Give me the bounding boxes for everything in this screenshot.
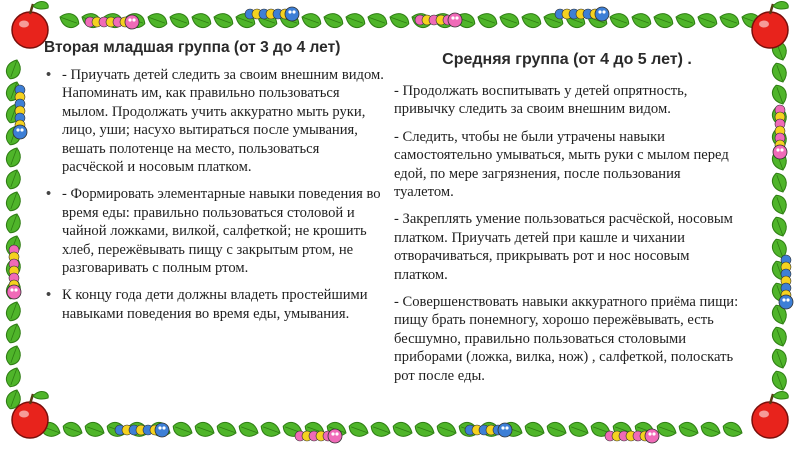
leaf-icon [567, 420, 590, 440]
leaf-icon [652, 11, 675, 31]
leaf-icon [58, 11, 81, 31]
leaf-icon [391, 420, 414, 440]
leaf-icon [83, 420, 106, 440]
leaf-icon [770, 171, 790, 194]
right-heading: Средняя группа (от 4 до 5 лет) . [442, 51, 692, 68]
right-list-item: - Совершенствовать навыки аккуратного приёма пищи: пищу брать понемногу, хорошо пережёвывать, есть бесшумно, правильно пользоваться столовыми приборами (ложка, вилка, нож) , салфеткой, полоскать рот после еды. [394, 294, 739, 384]
leaf-icon [61, 420, 84, 440]
leaf-icon [718, 11, 741, 31]
caterpillar-icon [605, 429, 659, 443]
left-list-item: • - Формировать элементарные навыки поведения во время еды: правильно пользоваться столовой и чайной ложками, вилкой, салфеткой; не крошить хлеб, пережёвывать пищу с закрытым ртом, не разговаривать с полным ртом. [44, 185, 384, 277]
leaf-icon [520, 11, 543, 31]
left-list-item: • - Приучать детей следить за своим внешним видом. Напоминать им, как правильно пользоваться мылом. Продолжать учить аккуратно мыть руки, лицо, уши; насухо вытираться после умывания, вешать полотенце на место, пользоваться расчёской и носовым платком. [44, 66, 384, 176]
leaf-icon [770, 325, 790, 348]
leaf-icon [171, 420, 194, 440]
leaf-icon [347, 420, 370, 440]
leaf-icon [630, 11, 653, 31]
leaf-icon [677, 420, 700, 440]
right-list-item: - Следить, чтобы не были утрачены навыки самостоятельно умываться, мыть руки с мылом перед едой, по мере загрязнения, после пользования туалетом. [394, 128, 729, 201]
leaf-icon [770, 83, 790, 106]
apple-icon [752, 2, 788, 48]
left-heading: Вторая младшая группа (от 3 до 4 лет) [44, 39, 341, 56]
leaf-icon [476, 11, 499, 31]
right-list [392, 82, 742, 385]
leaf-icon [523, 420, 546, 440]
leaf-icon [190, 11, 213, 31]
leaf-icon [212, 11, 235, 31]
leaf-icon [435, 420, 458, 440]
leaf-icon [4, 322, 24, 345]
left-bullet-list [44, 66, 384, 323]
leaf-icon [366, 11, 389, 31]
leaf-icon [770, 347, 790, 370]
leaf-icon [721, 420, 744, 440]
leaf-icon [4, 344, 24, 367]
leaf-icon [388, 11, 411, 31]
leaf-icon [696, 11, 719, 31]
leaf-icon [344, 11, 367, 31]
leaf-icon [259, 420, 282, 440]
leaf-icon [699, 420, 722, 440]
apple-icon [752, 392, 788, 438]
caterpillar-icon [555, 7, 609, 21]
leaf-icon [193, 420, 216, 440]
leaf-icon [413, 420, 436, 440]
leaf-icon [770, 369, 790, 392]
leaf-icon [215, 420, 238, 440]
leaf-icon [237, 420, 260, 440]
leaf-icon [4, 212, 24, 235]
leaf-icon [4, 366, 24, 389]
leaf-icon [4, 58, 24, 81]
right-list-item: - Закреплять умение пользоваться расчёской, носовым платком. Приучать детей при кашле и чихании отворачиваться, прикрывать рот и нос носовым платком. [394, 211, 733, 283]
leaf-icon [608, 11, 631, 31]
apple-icon [12, 2, 48, 48]
leaf-icon [322, 11, 345, 31]
leaf-icon [770, 193, 790, 216]
leaf-icon [4, 190, 24, 213]
leaf-icon [770, 215, 790, 238]
leaf-icon [674, 11, 697, 31]
left-column-younger-group [44, 38, 384, 332]
leaf-icon [146, 11, 169, 31]
leaf-icon [4, 300, 24, 323]
left-list-item: • К концу года дети должны владеть простейшими навыками поведения во время еды, умывания. [44, 286, 384, 323]
leaf-icon [545, 420, 568, 440]
leaf-icon [498, 11, 521, 31]
leaf-icon [4, 168, 24, 191]
right-list-item: - Продолжать воспитывать у детей опрятность, привычку следить за своим внешним видом. [394, 83, 688, 118]
right-column-middle-group [392, 50, 742, 394]
leaf-icon [168, 11, 191, 31]
leaf-icon [300, 11, 323, 31]
leaf-icon [770, 61, 790, 84]
leaf-icon [4, 146, 24, 169]
leaf-icon [369, 420, 392, 440]
